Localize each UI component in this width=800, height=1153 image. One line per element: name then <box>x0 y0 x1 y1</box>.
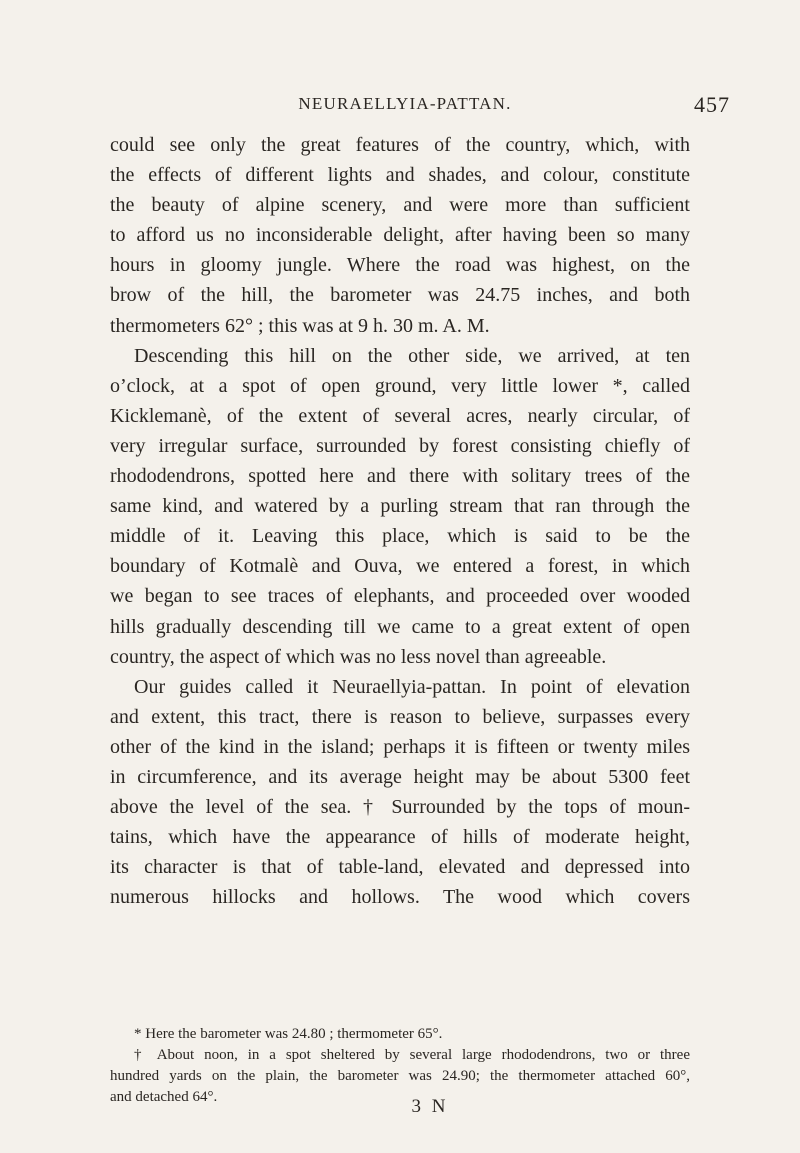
text-line: the beauty of alpine scenery, and were more than sufficient <box>110 194 690 217</box>
text-line: and extent, this tract, there is reason to believe, surpasses every <box>110 705 690 728</box>
text-line: middle of it. Leaving this place, which is said to be the <box>110 525 690 548</box>
text-line: other of the kind in the island; perhaps it is fifteen or twenty miles <box>110 735 690 758</box>
running-title: NEURAELLYIA-PATTAN. <box>298 94 512 113</box>
body-text <box>110 130 690 912</box>
text-line: Our guides called it Neuraellyia-pattan. In point of elevation <box>134 675 690 698</box>
text-line: its character is that of table-land, elevated and depressed into <box>110 856 690 879</box>
page-number: 457 <box>694 92 730 117</box>
text-line: in circumference, and its average height may be about 5300 feet <box>110 765 690 788</box>
text-line: Kicklemanè, of the extent of several acres, nearly circular, of <box>110 404 690 427</box>
footnote-line: and detached 64°. <box>110 1089 218 1105</box>
text-line: brow of the hill, the barometer was 24.75 inches, and both <box>110 284 690 307</box>
text-line: the effects of different lights and shades, and colour, constitute <box>110 164 690 187</box>
text-line: numerous hillocks and hollows. The wood which covers <box>110 886 690 909</box>
text-line: thermometers 62° ; this was at 9 h. 30 m. A. M. <box>110 314 490 337</box>
text-line: o’clock, at a spot of open ground, very little lower *, called <box>110 374 690 397</box>
text-line: same kind, and watered by a purling stream that ran through the <box>110 495 690 518</box>
footnote-line: hundred yards on the plain, the barometer was 24.90; the thermometer attached 60°, <box>110 1068 690 1084</box>
signature-mark: 3 N <box>411 1096 449 1117</box>
text-line: above the level of the sea. † Surrounded by the tops of moun- <box>110 796 690 819</box>
text-line: could see only the great features of the country, which, with <box>110 134 690 156</box>
text-line: very irregular surface, surrounded by forest consisting chiefly of <box>110 434 690 457</box>
text-line: Descending this hill on the other side, we arrived, at ten <box>134 344 690 367</box>
running-head <box>70 92 730 122</box>
text-line: country, the aspect of which was no less novel than agreeable. <box>110 645 607 668</box>
text-line: hours in gloomy jungle. Where the road was highest, on the <box>110 254 690 277</box>
text-line: boundary of Kotmalè and Ouva, we entered a forest, in which <box>110 555 690 578</box>
text-line: to afford us no inconsiderable delight, after having been so many <box>110 224 690 247</box>
text-line: hills gradually descending till we came to a great extent of open <box>110 615 690 638</box>
text-line: rhododendrons, spotted here and there with solitary trees of the <box>110 465 690 488</box>
text-line: tains, which have the appearance of hills of moderate height, <box>110 826 690 849</box>
footnote-line: * Here the barometer was 24.80 ; thermometer 65°. <box>134 1026 443 1042</box>
footnote-line: † About noon, in a spot sheltered by several large rhododendrons, two or three <box>134 1047 690 1063</box>
text-line: we began to see traces of elephants, and proceeded over wooded <box>110 585 690 608</box>
